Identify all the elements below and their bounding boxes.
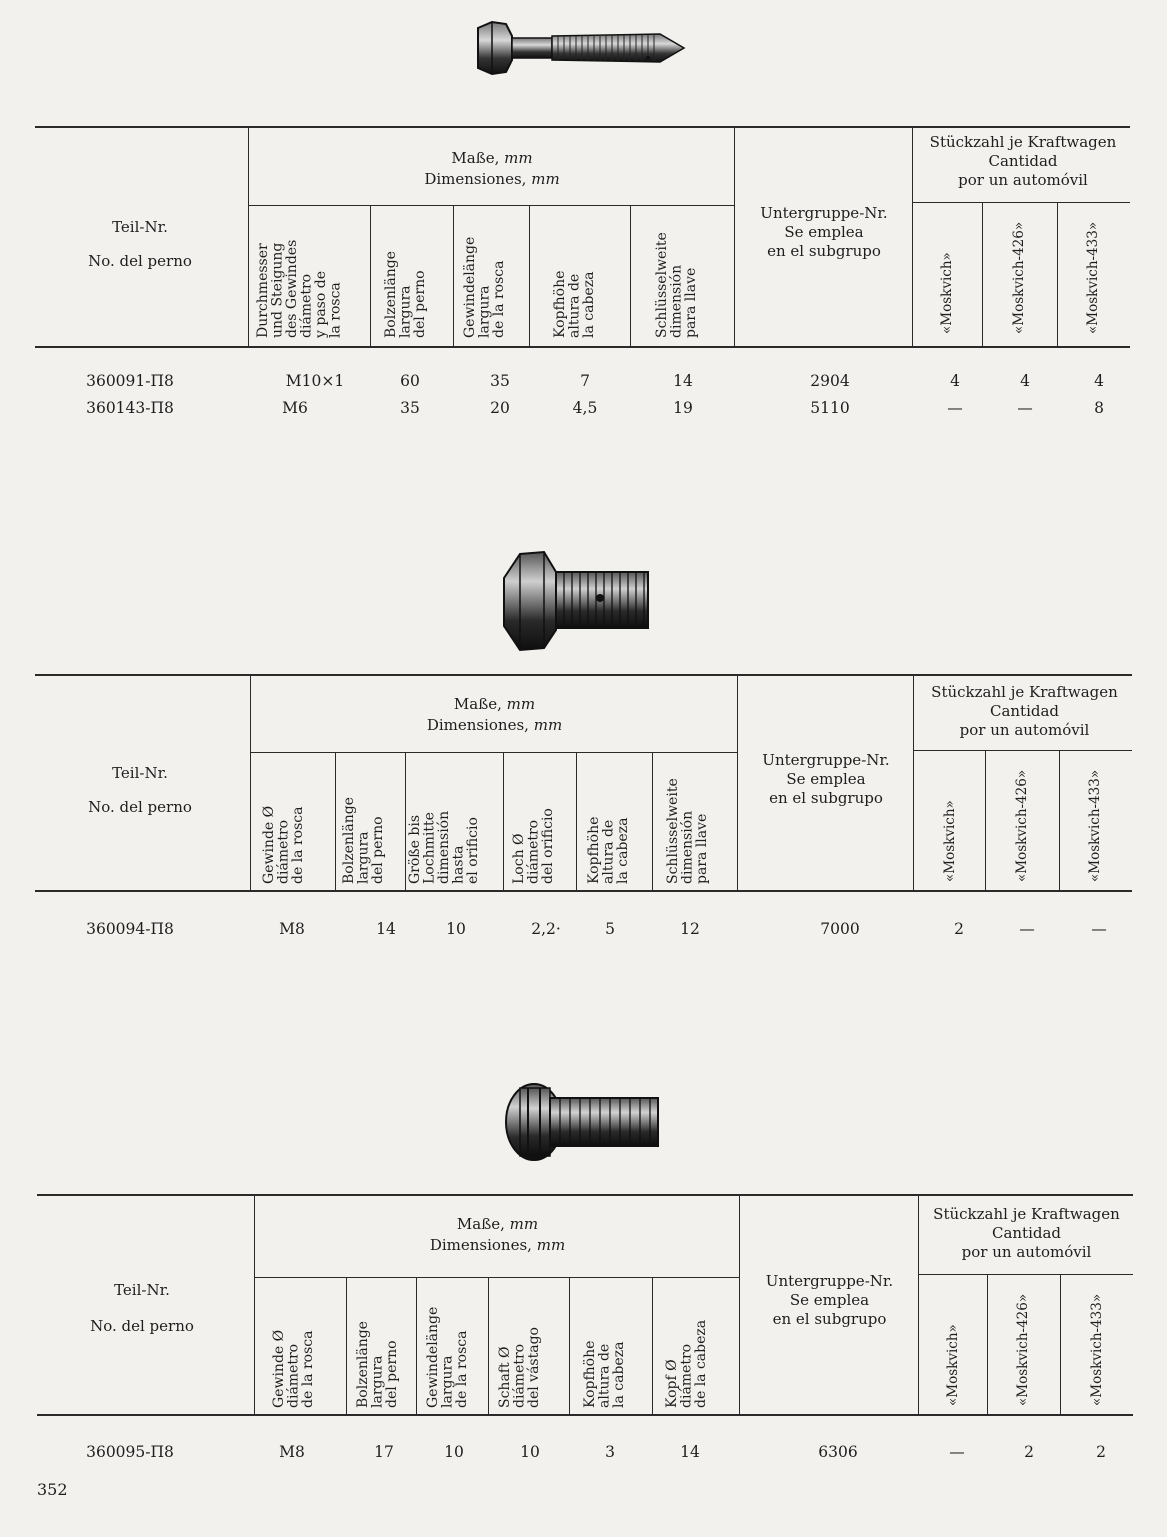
bolt-length-value: 14: [376, 920, 396, 938]
column-moskvich-433: «Moskvich-433»: [1089, 1293, 1105, 1406]
thread-length-value: 10: [444, 1443, 464, 1461]
column-moskvich: «Moskvich»: [942, 800, 958, 882]
part-number: 360091-П8: [86, 372, 174, 390]
qty-moskvich-433: 2: [1096, 1443, 1106, 1461]
thread-value: M8: [279, 1443, 305, 1461]
head-height-value: 4,5: [572, 399, 598, 417]
column-moskvich: «Moskvich»: [945, 1324, 961, 1406]
thread-value: M6: [282, 399, 308, 417]
short-hex-bolt-illustration: [500, 546, 660, 656]
column-thread-diameter: Gewinde Ø diámetro de la rosca: [271, 1329, 316, 1408]
page-number: 352: [37, 1480, 68, 1499]
column-thread-diameter: Gewinde Ø diámetro de la rosca: [261, 805, 306, 884]
column-wrench-size: Schlüsselweite dimensión para llave: [665, 778, 710, 884]
wrench-size-value: 19: [673, 399, 693, 417]
qty-moskvich-426: —: [1019, 920, 1035, 938]
wrench-size-value: 14: [673, 372, 693, 390]
column-moskvich-426: «Moskvich-426»: [1011, 221, 1027, 334]
thread-value: M8: [279, 920, 305, 938]
column-head-height: Kopfhöhe altura de la cabeza: [552, 270, 597, 338]
hole-center-distance-value: 10: [446, 920, 466, 938]
wrench-size-value: 12: [680, 920, 700, 938]
part-number: 360094-П8: [86, 920, 174, 938]
slotted-bolt-illustration: [500, 1076, 670, 1166]
qty-moskvich-426: 2: [1024, 1443, 1034, 1461]
quantity-header: Stückzahl je Kraftwagen Cantidad por un automóvil: [929, 133, 1117, 189]
subgroup-header: Untergruppe-Nr. Se emplea en el subgrupo: [762, 751, 890, 807]
part-number: 360143-П8: [86, 399, 174, 417]
part-number: 360095-П8: [86, 1443, 174, 1461]
column-moskvich-433: «Moskvich-433»: [1087, 769, 1103, 882]
column-bolt-length: Bolzenlänge largura del perno: [341, 797, 386, 884]
column-hole-center-distance: Größe bis Lochmitte dimensión hasta el orificio: [407, 810, 481, 884]
qty-moskvich: —: [949, 1443, 965, 1461]
thread-length-value: 35: [490, 372, 510, 390]
column-wrench-size: Schlüsselweite dimensión para llave: [654, 232, 699, 338]
bolt-length-value: 60: [400, 372, 420, 390]
part-no-header: Teil-Nr. No. del perno: [88, 764, 192, 816]
shank-diameter-value: 10: [520, 1443, 540, 1461]
hex-bolt-illustration: [470, 14, 690, 82]
column-moskvich-433: «Moskvich-433»: [1085, 221, 1101, 334]
dimensions-header: Maße, mm Dimensiones, mm: [424, 149, 560, 188]
head-diameter-value: 14: [680, 1443, 700, 1461]
column-moskvich-426: «Moskvich-426»: [1015, 1293, 1031, 1406]
qty-moskvich: 2: [954, 920, 964, 938]
bolt-length-value: 17: [374, 1443, 394, 1461]
head-height-value: 5: [605, 920, 615, 938]
column-head-diameter: Kopf Ø diámetro de la cabeza: [664, 1319, 709, 1408]
column-head-height: Kopfhöhe altura de la cabeza: [586, 816, 631, 884]
subgroup-value: 2904: [810, 372, 850, 390]
head-height-value: 3: [605, 1443, 615, 1461]
qty-moskvich-426: —: [1017, 399, 1033, 417]
subgroup-value: 6306: [818, 1443, 858, 1461]
qty-moskvich: 4: [950, 372, 960, 390]
bolt-length-value: 35: [400, 399, 420, 417]
column-shank-diameter: Schaft Ø diámetro del vástago: [497, 1327, 542, 1408]
column-thread-diameter-pitch: Durchmesser und Steigung des Gewindes diámetro y paso de la rosca: [255, 239, 344, 338]
thread-length-value: 20: [490, 399, 510, 417]
dimensions-header: Maße, mm Dimensiones, mm: [429, 1215, 566, 1254]
qty-moskvich-433: 8: [1094, 399, 1104, 417]
column-bolt-length: Bolzenlänge largura del perno: [355, 1321, 400, 1408]
part-no-header: Teil-Nr. No. del perno: [88, 218, 192, 270]
column-bolt-length: Bolzenlänge largura del perno: [383, 251, 428, 338]
qty-moskvich-426: 4: [1020, 372, 1030, 390]
subgroup-value: 7000: [820, 920, 860, 938]
column-hole-diameter: Loch Ø diámetro del orificio: [511, 808, 556, 884]
part-no-header: Teil-Nr. No. del perno: [90, 1281, 194, 1335]
column-head-height: Kopfhöhe altura de la cabeza: [582, 1340, 627, 1408]
hole-diameter-value: 2,2·: [531, 920, 561, 938]
column-thread-length: Gewindelänge largura de la rosca: [425, 1306, 470, 1408]
subgroup-header: Untergruppe-Nr. Se emplea en el subgrupo: [765, 1272, 894, 1328]
quantity-header: Stückzahl je Kraftwagen Cantidad por un automóvil: [931, 683, 1118, 739]
quantity-header: Stückzahl je Kraftwagen Cantidad por un automóvil: [933, 1205, 1120, 1261]
column-moskvich: «Moskvich»: [939, 252, 955, 334]
subgroup-header: Untergruppe-Nr. Se emplea en el subgrupo: [760, 204, 888, 260]
qty-moskvich: —: [947, 399, 963, 417]
thread-value: M10×1: [285, 372, 345, 390]
qty-moskvich-433: —: [1091, 920, 1107, 938]
column-moskvich-426: «Moskvich-426»: [1014, 769, 1030, 882]
qty-moskvich-433: 4: [1094, 372, 1104, 390]
head-height-value: 7: [580, 372, 590, 390]
subgroup-value: 5110: [810, 399, 850, 417]
dimensions-header: Maße, mm Dimensiones, mm: [426, 695, 563, 734]
column-thread-length: Gewindelänge largura de la rosca: [462, 236, 507, 338]
